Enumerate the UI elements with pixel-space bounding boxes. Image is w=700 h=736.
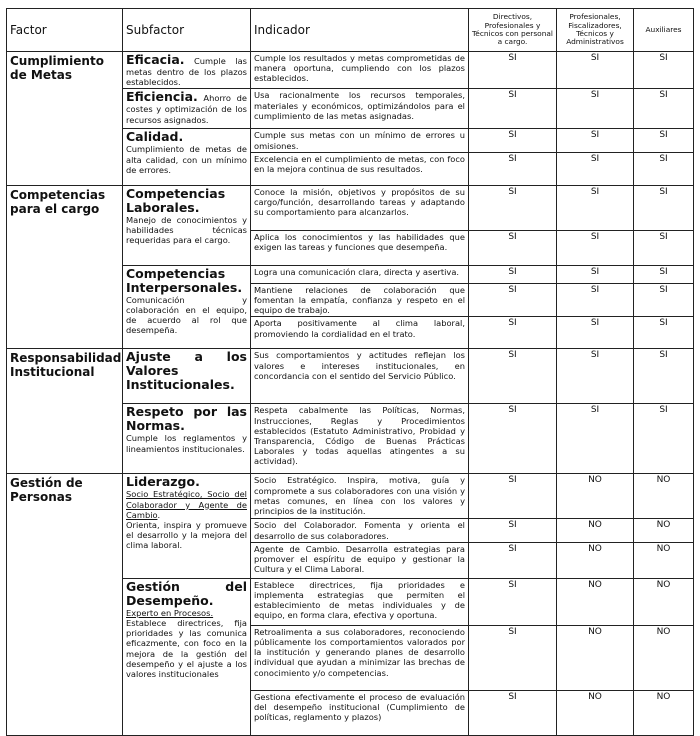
indicator-cell: Aplica los conocimientos y las habilidades que exigen las tareas y funciones que desempeña. bbox=[251, 230, 469, 265]
value-cell: SI bbox=[469, 152, 557, 185]
subfactor-cell bbox=[123, 578, 251, 735]
subfactor-description: Comunicación y colaboración en el equipo, de acuerdo al rol que desempeña. bbox=[126, 294, 247, 336]
value-cell: SI bbox=[557, 129, 634, 152]
subfactor-title: Competencias Laborales. bbox=[126, 185, 226, 215]
value-cell: SI bbox=[557, 185, 634, 230]
table-row bbox=[7, 474, 694, 519]
indicator-cell: Cumple sus metas con un mínimo de errores u omisiones. bbox=[251, 129, 469, 152]
value-cell: NO bbox=[557, 542, 634, 578]
value-cell: SI bbox=[469, 625, 557, 690]
subfactor-role: Socio Estratégico, Socio del Colaborador y Agente de Cambio bbox=[126, 489, 247, 520]
value-cell: SI bbox=[469, 265, 557, 283]
value-cell: SI bbox=[557, 317, 634, 349]
indicator-cell: Gestiona efectivamente el proceso de evaluación del desempeño institucional (Cumplimiento de políticas, reglamento y plazos) bbox=[251, 690, 469, 735]
value-cell: SI bbox=[557, 152, 634, 185]
subfactor-title: Eficiencia. bbox=[126, 89, 198, 105]
subfactor-description: Manejo de conocimientos y habilidades técnicas requeridas para el cargo. bbox=[126, 214, 247, 246]
value-cell: SI bbox=[557, 265, 634, 283]
value-cell: SI bbox=[469, 474, 557, 519]
value-cell: NO bbox=[557, 690, 634, 735]
value-cell: SI bbox=[469, 519, 557, 542]
value-cell: SI bbox=[469, 578, 557, 625]
indicator-cell: Respeta cabalmente las Políticas, Normas, Instrucciones, Reglas y Procedimientos establecidos (Estatuto Administrativo, Probidad y Transparencia, Código de Buenas Prácticas Laborales y todas aquellas atingentes a su actividad). bbox=[251, 404, 469, 474]
subfactor-description: Cumple los reglamentos y lineamientos institucionales. bbox=[126, 433, 247, 454]
value-cell: SI bbox=[469, 185, 557, 230]
header-subfactor: Subfactor bbox=[123, 9, 251, 52]
indicator-cell: Sus comportamientos y actitudes reflejan los valores e intereses institucionales, en concordancia con el sentido del Servicio Público. bbox=[251, 349, 469, 404]
subfactor-cell bbox=[123, 185, 251, 265]
value-cell: SI bbox=[634, 89, 694, 129]
factor-cell: Competencias para el cargo bbox=[7, 185, 123, 349]
value-cell: NO bbox=[557, 519, 634, 542]
value-cell: NO bbox=[634, 542, 694, 578]
value-cell: SI bbox=[634, 283, 694, 317]
value-cell: SI bbox=[469, 283, 557, 317]
header-row bbox=[7, 9, 694, 52]
value-cell: NO bbox=[634, 690, 694, 735]
indicator-cell: Cumple los resultados y metas comprometidas de manera oportuna, cumpliendo con los plazos establecidos. bbox=[251, 52, 469, 89]
table-row bbox=[7, 349, 694, 404]
table-row bbox=[7, 52, 694, 89]
value-cell: SI bbox=[469, 404, 557, 474]
value-cell: SI bbox=[469, 542, 557, 578]
subfactor-cell bbox=[123, 129, 251, 185]
table-row bbox=[7, 185, 694, 230]
subfactor-description: Establece directrices, fija prioridades y las comunica eficazmente, con foco en la mejora de la gestión del desempeño y el ajuste a los valores institucionales bbox=[126, 618, 247, 680]
header-profesionales: Profesionales, Fiscalizadores, Técnicos y Administrativos bbox=[557, 9, 634, 52]
value-cell: SI bbox=[469, 349, 557, 404]
value-cell: SI bbox=[634, 129, 694, 152]
indicator-cell: Mantiene relaciones de colaboración que fomentan la empatía, confianza y respeto en el equipo de trabajo. bbox=[251, 283, 469, 317]
subfactor-description: Orienta, inspira y promueve el desarrollo y la mejora del clima laboral. bbox=[126, 520, 247, 551]
value-cell: NO bbox=[634, 578, 694, 625]
value-cell: SI bbox=[634, 230, 694, 265]
indicator-cell: Usa racionalmente los recursos temporales, materiales y económicos, optimizándolos para el cumplimiento de las metas asignadas. bbox=[251, 89, 469, 129]
value-cell: SI bbox=[634, 265, 694, 283]
subfactor-description: Cumple las metas dentro de los plazos establecidos. bbox=[126, 56, 247, 88]
subfactor-title: Liderazgo. bbox=[126, 474, 200, 490]
header-directivos: Directivos, Profesionales y Técnicos con personal a cargo. bbox=[469, 9, 557, 52]
subfactor-cell bbox=[123, 52, 251, 89]
value-cell: NO bbox=[634, 625, 694, 690]
subfactor-cell bbox=[123, 265, 251, 349]
indicator-cell: Establece directrices, fija prioridades e implementa estrategias que permiten el establecimiento de metas individuales y de equipo, en forma clara, efectiva y oportuna. bbox=[251, 578, 469, 625]
subfactor-description: Cumplimiento de metas de alta calidad, con un mínimo de errores. bbox=[126, 144, 247, 175]
value-cell: NO bbox=[557, 578, 634, 625]
indicator-cell: Aporta positivamente al clima laboral, promoviendo la cordialidad en el trato. bbox=[251, 317, 469, 349]
value-cell: SI bbox=[469, 89, 557, 129]
value-cell: SI bbox=[469, 317, 557, 349]
subfactor-title: Ajuste a los Valores Institucionales. bbox=[126, 349, 247, 393]
subfactor-title: Respeto por las Normas. bbox=[126, 404, 247, 434]
value-cell: SI bbox=[557, 230, 634, 265]
subfactor-description: Ahorro de costes y optimización de los recursos asignados. bbox=[126, 93, 247, 125]
subfactor-title: Eficacia. bbox=[126, 52, 185, 67]
value-cell: NO bbox=[634, 519, 694, 542]
value-cell: SI bbox=[469, 690, 557, 735]
value-cell: SI bbox=[557, 349, 634, 404]
factor-cell: Cumplimiento de Metas bbox=[7, 52, 123, 186]
indicator-cell: Agente de Cambio. Desarrolla estrategias para promover el espíritu de equipo y gestionar la Cultura y el Clima Laboral. bbox=[251, 542, 469, 578]
value-cell: SI bbox=[634, 404, 694, 474]
indicator-cell: Socio Estratégico. Inspira, motiva, guía y compromete a sus colaboradores con una visión y metas comunes, en línea con los valores y principios de la institución. bbox=[251, 474, 469, 519]
value-cell: SI bbox=[634, 185, 694, 230]
subfactor-role-suffix: . bbox=[157, 509, 161, 520]
value-cell: NO bbox=[634, 474, 694, 519]
evaluation-table bbox=[6, 8, 694, 736]
subfactor-cell bbox=[123, 349, 251, 404]
indicator-cell: Socio del Colaborador. Fomenta y orienta el desarrollo de sus colaboradores. bbox=[251, 519, 469, 542]
factor-cell: Gestión de Personas bbox=[7, 474, 123, 735]
header-indicador: Indicador bbox=[251, 9, 469, 52]
subfactor-title: Gestión del Desempeño. bbox=[126, 578, 247, 608]
subfactor-cell bbox=[123, 474, 251, 578]
value-cell: NO bbox=[557, 474, 634, 519]
indicator-cell: Conoce la misión, objetivos y propósitos de su cargo/función, desarrollando tareas y adaptando su comportamiento para alcanzarlos. bbox=[251, 185, 469, 230]
value-cell: SI bbox=[557, 283, 634, 317]
value-cell: NO bbox=[557, 625, 634, 690]
value-cell: SI bbox=[634, 349, 694, 404]
value-cell: SI bbox=[469, 230, 557, 265]
value-cell: SI bbox=[469, 52, 557, 89]
value-cell: SI bbox=[557, 89, 634, 129]
value-cell: SI bbox=[557, 52, 634, 89]
header-factor: Factor bbox=[7, 9, 123, 52]
indicator-cell: Excelencia en el cumplimiento de metas, con foco en la mejora continua de sus resultados. bbox=[251, 152, 469, 185]
subfactor-title: Competencias Interpersonales. bbox=[126, 265, 243, 295]
value-cell: SI bbox=[634, 152, 694, 185]
indicator-cell: Logra una comunicación clara, directa y asertiva. bbox=[251, 265, 469, 283]
value-cell: SI bbox=[634, 52, 694, 89]
subfactor-role: Experto en Procesos. bbox=[126, 607, 214, 618]
subfactor-cell bbox=[123, 404, 251, 474]
indicator-cell: Retroalimenta a sus colaboradores, reconociendo públicamente los comportamientos valorados por la institución y generando planes de desarrollo individual que ayudan a minimizar las brechas de conocimiento y/o competencias. bbox=[251, 625, 469, 690]
header-auxiliares: Auxiliares bbox=[634, 9, 694, 52]
value-cell: SI bbox=[634, 317, 694, 349]
subfactor-cell bbox=[123, 89, 251, 129]
value-cell: SI bbox=[469, 129, 557, 152]
value-cell: SI bbox=[557, 404, 634, 474]
subfactor-title: Calidad. bbox=[126, 129, 184, 145]
factor-cell: Responsabilidad Institucional bbox=[7, 349, 123, 474]
